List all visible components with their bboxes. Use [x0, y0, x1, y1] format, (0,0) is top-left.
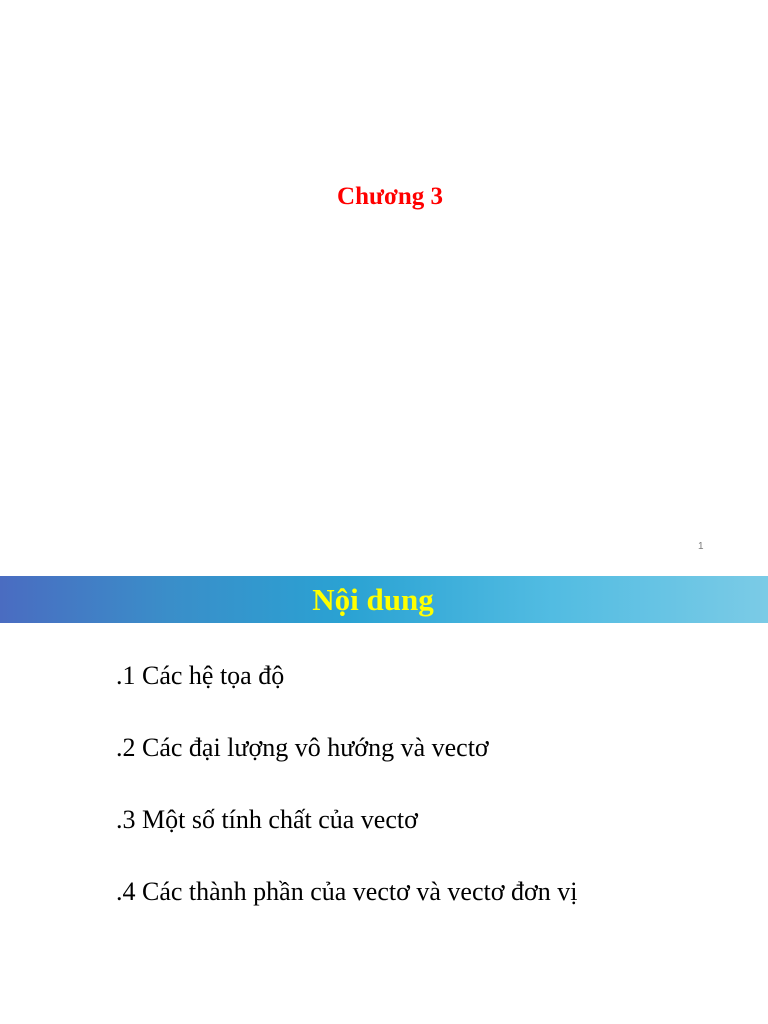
page-number: 1: [698, 541, 704, 552]
content-item-1: .1 Các hệ tọa độ: [116, 661, 285, 690]
content-item-2: .2 Các đại lượng vô hướng và vectơ: [116, 733, 489, 762]
content-item-4: .4 Các thành phần của vectơ và vectơ đơn vị: [116, 877, 578, 906]
content-list: [116, 654, 577, 942]
slide-2: [0, 576, 768, 1024]
content-item-3: .3 Một số tính chất của vectơ: [116, 805, 418, 834]
chapter-title: Chương 3: [337, 183, 443, 210]
header-bar: [0, 576, 768, 623]
header-title: Nội dung: [312, 582, 434, 617]
